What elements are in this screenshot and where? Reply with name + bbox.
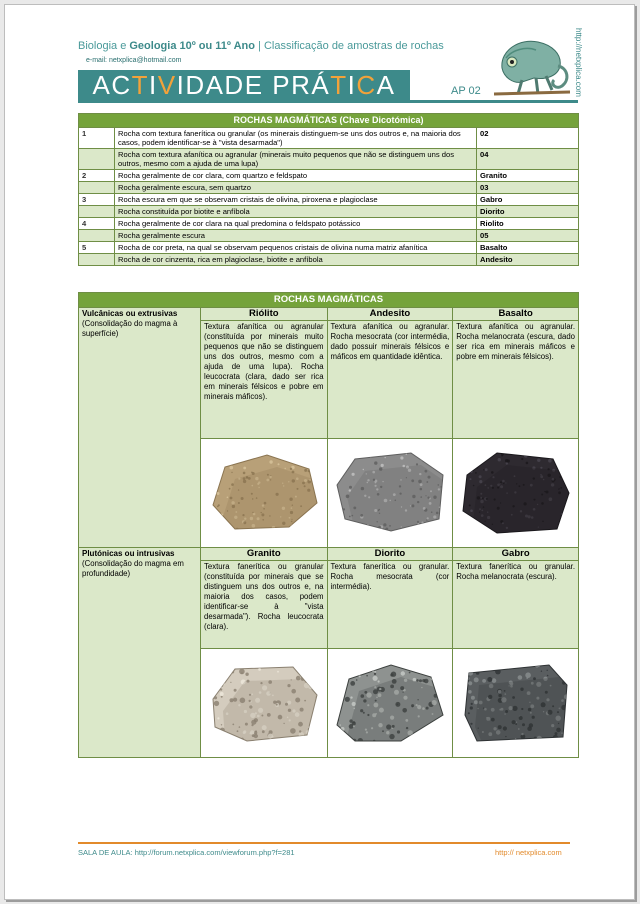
key-step-text: Rocha com textura afanítica ou agranular (minerais muito pequenos que não se distinguem uns dos outros, mesmo com a ajuda de uma lupa) <box>115 149 477 170</box>
basalt-sample-icon <box>457 445 575 539</box>
key-row <box>79 254 579 266</box>
key-row <box>79 194 579 206</box>
key-step-number: 1 <box>79 128 115 149</box>
volcanic-group-subtitle: (Consolidação do magma à superfície) <box>82 319 178 338</box>
key-step-result: Basalto <box>477 242 579 254</box>
rock-name-gabbro: Gabro <box>453 548 579 561</box>
key-row <box>79 206 579 218</box>
key-step-result: 04 <box>477 149 579 170</box>
volcanic-group-cell <box>79 308 201 548</box>
key-step-number <box>79 149 115 170</box>
key-step-result: 02 <box>477 128 579 149</box>
rock-desc-granite: Textura fanerítica ou granular (constituída por minerais que se distinguem uns dos outros e, na maioria dos casos, podem identificar-se à "vista desarmada"). Rocha leucocrata (clara). <box>201 561 328 649</box>
key-step-result: Andesito <box>477 254 579 266</box>
banner-letters: C <box>356 69 377 100</box>
mag-table-title: ROCHAS MAGMÁTICAS <box>79 293 579 308</box>
rhyolite-image-cell <box>201 439 328 548</box>
diorite-image-cell <box>327 649 453 758</box>
key-step-text: Rocha constituída por biotite e anfíbola <box>115 206 477 218</box>
banner-letters: A <box>376 69 396 100</box>
andesite-image-cell <box>327 439 453 548</box>
banner-title <box>93 70 396 101</box>
key-step-number: 3 <box>79 194 115 206</box>
rock-desc-andesite: Textura afanítica ou agranular. Rocha mesocrata (cor intermédia, dado possuir minerais félsicos e máficos em quantidade idêntica. <box>327 321 453 439</box>
subject-level: Geologia 10º ou 11º Ano <box>129 40 255 52</box>
key-row <box>79 230 579 242</box>
rock-desc-gabbro: Textura fanerítica ou granular. Rocha melanocrata (escura). <box>453 561 579 649</box>
key-step-text: Rocha geralmente de cor clara, com quartzo e feldspato <box>115 170 477 182</box>
key-row <box>79 149 579 170</box>
diorite-sample-icon <box>331 655 449 749</box>
key-step-result: 05 <box>477 230 579 242</box>
subject-prefix: Biologia e <box>78 40 130 52</box>
activity-banner <box>78 70 410 100</box>
dichotomous-key-table <box>78 113 579 266</box>
volcanic-group-title: Vulcânicas ou extrusivas <box>82 309 178 318</box>
key-step-number: 5 <box>79 242 115 254</box>
banner-letters: V <box>157 69 177 100</box>
rock-name-granite: Granito <box>201 548 328 561</box>
key-step-result: Gabro <box>477 194 579 206</box>
andesite-sample-icon <box>331 445 449 539</box>
key-step-number <box>79 230 115 242</box>
key-step-result: Granito <box>477 170 579 182</box>
rock-desc-diorite: Textura fanerítica ou granular. Rocha mesocrata (cor intermédia). <box>327 561 453 649</box>
plutonic-group-subtitle: (Consolidação do magma em profundidade) <box>82 559 184 578</box>
key-row <box>79 218 579 230</box>
key-row <box>79 182 579 194</box>
banner-letters: IDADE PRÁ <box>176 69 331 100</box>
chameleon-logo-icon <box>492 28 572 100</box>
banner-letters: AC <box>92 69 132 100</box>
key-step-number: 4 <box>79 218 115 230</box>
key-step-number <box>79 254 115 266</box>
granite-sample-icon <box>205 655 323 749</box>
key-step-number <box>79 206 115 218</box>
vertical-url: http://netxplica.com <box>574 28 583 97</box>
rock-name-rhyolite: Riólito <box>201 308 328 321</box>
banner-letters: I <box>149 69 158 100</box>
footer-forum-link[interactable]: SALA DE AULA: http://forum.netxplica.com/viewforum.php?f=281 <box>78 848 295 857</box>
granite-image-cell <box>201 649 328 758</box>
key-step-result: 03 <box>477 182 579 194</box>
key-row <box>79 242 579 254</box>
key-step-text: Rocha de cor cinzenta, rica em plagioclase, biotite e anfíbola <box>115 254 477 266</box>
subject-topic: | Classificação de amostras de rochas <box>254 40 444 52</box>
footer-divider <box>78 842 570 844</box>
key-step-text: Rocha geralmente de cor clara na qual predomina o feldspato potássico <box>115 218 477 230</box>
key-step-text: Rocha geralmente escura, sem quartzo <box>115 182 477 194</box>
subject-line <box>78 40 444 52</box>
banner-letters: T <box>330 69 348 100</box>
key-row <box>79 170 579 182</box>
key-step-result: Riolito <box>477 218 579 230</box>
plutonic-group-cell <box>79 548 201 758</box>
basalt-image-cell <box>453 439 579 548</box>
key-step-number: 2 <box>79 170 115 182</box>
banner-underline <box>78 100 578 103</box>
key-step-text: Rocha geralmente escura <box>115 230 477 242</box>
email-line: e-mail: netxplica@hotmail.com <box>86 57 182 64</box>
key-step-text: Rocha com textura fanerítica ou granular (os minerais distinguem-se uns dos outros e, na maioria dos casos, podem identificar-se à "vista desarmada") <box>115 128 477 149</box>
key-step-text: Rocha de cor preta, na qual se observam pequenos cristais de olivina numa matriz afanítica <box>115 242 477 254</box>
banner-letters: I <box>347 69 357 100</box>
key-step-number <box>79 182 115 194</box>
banner-letters: T <box>131 69 150 100</box>
gabbro-sample-icon <box>457 655 575 749</box>
key-step-result: Diorito <box>477 206 579 218</box>
rock-name-basalt: Basalto <box>453 308 579 321</box>
footer-site-link[interactable]: http:// netxplica.com <box>495 848 562 857</box>
rock-name-andesite: Andesito <box>327 308 453 321</box>
plutonic-group-title: Plutónicas ou intrusivas <box>82 549 175 558</box>
rock-desc-rhyolite: Textura afanítica ou agranular (constituída por minerais muito pequenos que não se distinguem uns dos outros, mesmo com a ajuda de uma lupa). Rocha leucocrata (clara, dado ser rica em minerais félsicos e pobre em minerais máficos). <box>201 321 328 439</box>
activity-code: AP 02 <box>451 85 481 97</box>
key-step-text: Rocha escura em que se observam cristais de olivina, piroxena e plagioclase <box>115 194 477 206</box>
gabbro-image-cell <box>453 649 579 758</box>
key-table-title: ROCHAS MAGMÁTICAS (Chave Dicotómica) <box>79 114 579 128</box>
key-row <box>79 128 579 149</box>
rock-name-diorite: Diorito <box>327 548 453 561</box>
rhyolite-sample-icon <box>205 445 323 539</box>
rock-desc-basalt: Textura afanítica ou agranular. Rocha melanocrata (escura, dado ser rica em minerais máficos e pobre em minerais félsicos). <box>453 321 579 439</box>
igneous-rocks-table <box>78 292 579 758</box>
